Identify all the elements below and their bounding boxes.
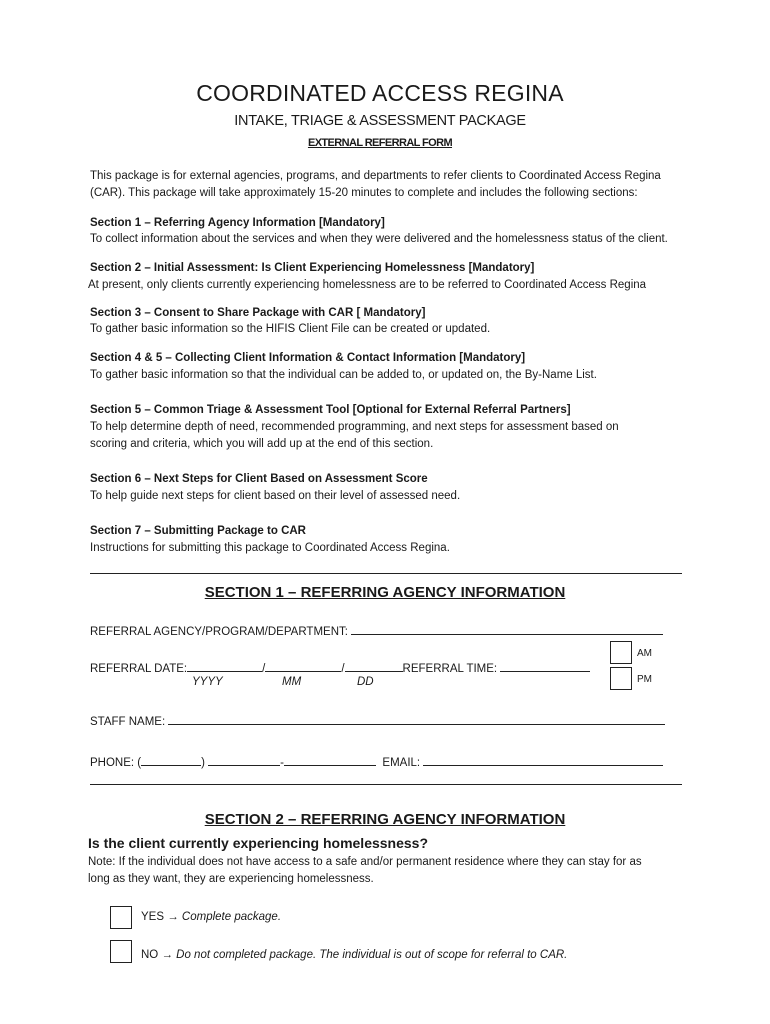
- phone-email-field[interactable]: [90, 754, 663, 769]
- form-subtitle: INTAKE, TRIAGE & ASSESSMENT PACKAGE: [234, 113, 526, 129]
- yes-option: [141, 911, 281, 923]
- referral-time-input-line[interactable]: [500, 660, 590, 672]
- divider-bottom: [90, 784, 682, 785]
- yyyy-hint: YYYY: [192, 676, 223, 688]
- overview-section-7-desc: Instructions for submitting this package to Coordinated Access Regina.: [90, 542, 450, 554]
- referral-date-label: REFERRAL DATE:: [90, 663, 188, 675]
- am-label: AM: [637, 648, 652, 659]
- month-input-line[interactable]: [265, 660, 341, 672]
- overview-section-7-title: Section 7 – Submitting Package to CAR: [90, 525, 306, 537]
- pm-checkbox[interactable]: [610, 667, 632, 690]
- overview-section-6-desc: To help guide next steps for client based on their level of assessed need.: [90, 490, 461, 502]
- homelessness-question: Is the client currently experiencing homelessness?: [88, 835, 429, 851]
- intro-line-2: (CAR). This package will take approximately 15-20 minutes to complete and includes the following sections:: [90, 187, 638, 199]
- referral-agency-input-line[interactable]: [351, 623, 663, 635]
- mm-hint: MM: [282, 676, 302, 688]
- homelessness-note-1: Note: If the individual does not have access to a safe and/or permanent residence where they can stay for as: [88, 856, 642, 868]
- overview-section-1-title: Section 1 – Referring Agency Information [Mandatory]: [90, 217, 385, 229]
- intro-line-1: This package is for external agencies, programs, and departments to refer clients to Coordinated Access Regina: [90, 170, 661, 182]
- divider-top: [90, 573, 682, 574]
- overview-section-2-title: Section 2 – Initial Assessment: Is Client Experiencing Homelessness [Mandatory]: [90, 262, 535, 274]
- phone-close-paren: ): [201, 757, 205, 769]
- overview-section-5-desc-2: scoring and criteria, which you will add up at the end of this section.: [90, 438, 434, 450]
- form-name: EXTERNAL REFERRAL FORM: [307, 137, 453, 149]
- pm-label: PM: [637, 674, 652, 685]
- dd-hint: DD: [357, 676, 374, 688]
- overview-section-6-title: Section 6 – Next Steps for Client Based on Assessment Score: [90, 473, 428, 485]
- right-arrow-icon: →: [161, 949, 173, 961]
- staff-name-input-line[interactable]: [168, 713, 665, 725]
- overview-section-3-title: Section 3 – Consent to Share Package with CAR [ Mandatory]: [90, 307, 426, 319]
- section-1-heading: SECTION 1 – REFERRING AGENCY INFORMATION: [204, 584, 566, 601]
- overview-section-2-desc: At present, only clients currently experiencing homelessness are to be referred to Coordinated Access Regina: [88, 279, 647, 291]
- phone-dash: -: [280, 757, 285, 769]
- date-separator-2: /: [341, 663, 345, 675]
- yes-label: YES: [141, 911, 165, 923]
- referral-agency-label: REFERRAL AGENCY/PROGRAM/DEPARTMENT:: [90, 626, 348, 638]
- yes-instruction: Complete package.: [181, 911, 282, 923]
- email-input-line[interactable]: [423, 754, 663, 766]
- phone-prefix-line[interactable]: [208, 754, 280, 766]
- homelessness-note-2: long as they want, they are experiencing homelessness.: [88, 873, 374, 885]
- overview-section-1-desc: To collect information about the services and when they were delivered and the homelessness status of the client.: [90, 233, 668, 245]
- right-arrow-icon: →: [167, 911, 179, 923]
- staff-name-field[interactable]: [90, 713, 665, 728]
- referral-agency-field[interactable]: [90, 623, 663, 638]
- overview-section-5-title: Section 5 – Common Triage & Assessment Tool [Optional for External Referral Partners]: [90, 404, 571, 416]
- phone-label: PHONE: (: [90, 757, 142, 769]
- form-title: COORDINATED ACCESS REGINA: [196, 80, 564, 106]
- day-input-line[interactable]: [345, 660, 403, 672]
- referral-time-label: REFERRAL TIME:: [402, 663, 498, 675]
- year-input-line[interactable]: [187, 660, 262, 672]
- phone-area-code-line[interactable]: [141, 754, 201, 766]
- no-instruction: Do not completed package. The individual is out of scope for referral to CAR.: [176, 949, 568, 961]
- overview-section-5-desc-1: To help determine depth of need, recommended programming, and next steps for assessment based on: [90, 421, 619, 433]
- yes-checkbox[interactable]: [110, 906, 132, 929]
- overview-section-4-desc: To gather basic information so that the individual can be added to, or updated on, the By-Name List.: [90, 369, 597, 381]
- referral-date-field[interactable]: [90, 660, 590, 675]
- overview-section-4-title: Section 4 & 5 – Collecting Client Information & Contact Information [Mandatory]: [90, 352, 526, 364]
- no-label: NO: [141, 949, 159, 961]
- staff-name-label: STAFF NAME:: [90, 716, 166, 728]
- section-2-heading: SECTION 2 – REFERRING AGENCY INFORMATION: [204, 811, 566, 828]
- am-checkbox[interactable]: [610, 641, 632, 664]
- email-label: EMAIL:: [382, 757, 421, 769]
- phone-line-number-line[interactable]: [284, 754, 376, 766]
- no-checkbox[interactable]: [110, 940, 132, 963]
- date-separator-1: /: [262, 663, 266, 675]
- overview-section-3-desc: To gather basic information so the HIFIS Client File can be created or updated.: [90, 323, 491, 335]
- no-option: [141, 949, 567, 961]
